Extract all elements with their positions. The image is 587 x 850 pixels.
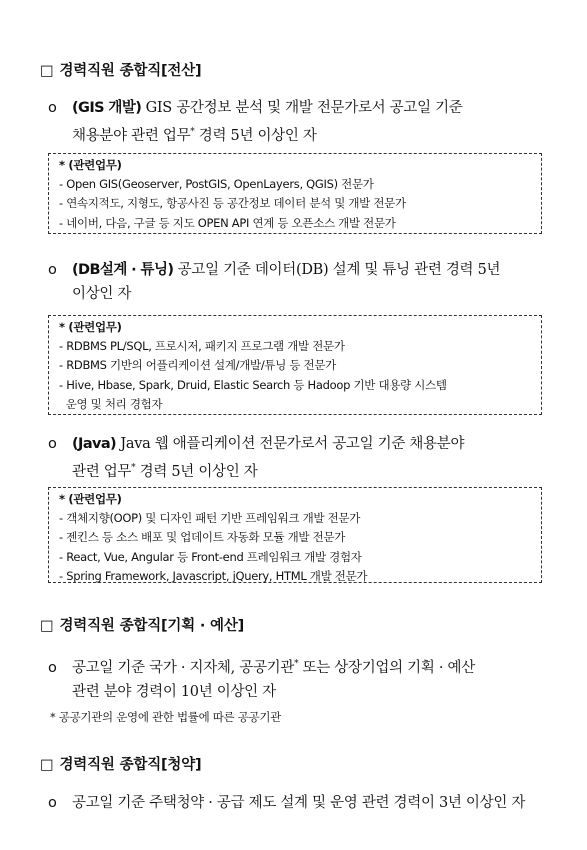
box-line: - 연속지적도, 지형도, 항공사진 등 공간정보 데이터 분석 및 개발 전문가 — [59, 196, 406, 211]
item-text-cont: 이상인 자 — [72, 286, 132, 302]
section-heading-it — [40, 59, 201, 80]
footnote-mark: * — [131, 463, 136, 473]
section-title: 경력직원 종합직[청약] — [59, 757, 202, 773]
box-line: - 젠킨스 등 소스 배포 및 업데이트 자동화 모듈 개발 전문가 — [59, 530, 346, 545]
footnote-mark: * — [294, 659, 299, 669]
item-text: 공고일 기준 주택청약 · 공급 제도 설계 및 운영 관련 경력이 3년 이상인 자 — [72, 795, 526, 811]
item-line-1 — [48, 258, 552, 282]
checkbox-square-icon: □ — [40, 63, 54, 79]
checkbox-square-icon: □ — [40, 757, 54, 773]
item-line-2 — [48, 680, 552, 704]
box-line: - React, Vue, Angular 등 Front-end 프레임워크 개발 경험자 — [59, 549, 362, 564]
item-java — [48, 432, 552, 484]
item-subscription — [48, 791, 552, 815]
item-tag: (GIS 개발) — [72, 100, 142, 116]
item-text-tail: 또는 상장기업의 기획 · 예산 — [298, 660, 475, 676]
item-text: 공고일 기준 국가 · 지자체, 공공기관 — [72, 660, 295, 676]
bullet-circle-icon: o — [48, 100, 57, 116]
box-line: - 객체지향(OOP) 및 디자인 패턴 기반 프레임워크 개발 전문가 — [59, 511, 361, 526]
box-line: - 네이버, 다음, 구글 등 지도 OPEN API 연계 등 오픈소스 개발 전문가 — [59, 215, 396, 230]
box-line: - Open GIS(Geoserver, PostGIS, OpenLayers, QGIS) 전문가 — [59, 177, 374, 192]
section-title: 경력직원 종합직[기획 · 예산] — [59, 618, 245, 634]
item-line-2 — [48, 282, 552, 306]
box-title: * (관련업무) — [59, 320, 122, 334]
item-text-tail: 경력 5년 이상인 자 — [194, 128, 317, 144]
item-planning — [48, 652, 552, 704]
item-text-cont: 채용분야 관련 업무 — [72, 128, 191, 144]
item-tag: (Java) — [72, 436, 117, 452]
related-duties-box-java — [48, 487, 542, 583]
bullet-circle-icon: o — [48, 436, 57, 452]
item-line-1 — [48, 791, 552, 815]
box-line: 운영 및 처리 경험자 — [59, 396, 163, 411]
item-line-2 — [48, 120, 552, 148]
checkbox-square-icon: □ — [40, 618, 54, 634]
footnote-mark: * — [190, 127, 195, 137]
item-text: Java 웹 애플리케이션 전문가로서 공고일 기준 채용분야 — [116, 436, 465, 452]
related-duties-box-db — [48, 315, 542, 415]
item-line-1 — [48, 432, 552, 456]
item-text: 공고일 기준 데이터(DB) 설계 및 튜닝 관련 경력 5년 — [173, 262, 501, 278]
item-text: GIS 공간정보 분석 및 개발 전문가로서 공고일 기준 — [141, 100, 463, 116]
section-title: 경력직원 종합직[전산] — [59, 63, 202, 79]
item-text-cont: 관련 업무 — [72, 464, 132, 480]
box-line: - Spring Framework, Javascript, jQuery, HTML 개발 전문가 — [59, 568, 368, 583]
bullet-circle-icon: o — [48, 795, 57, 811]
item-line-1 — [48, 652, 552, 680]
box-title: * (관련업무) — [59, 158, 122, 172]
box-line: - Hive, Hbase, Spark, Druid, Elastic Search 등 Hadoop 기반 대용량 시스템 — [59, 377, 447, 392]
bullet-circle-icon: o — [48, 660, 57, 676]
item-db — [48, 258, 552, 306]
section-heading-subscription — [40, 753, 201, 774]
box-title: * (관련업무) — [59, 492, 122, 506]
bullet-circle-icon: o — [48, 262, 57, 278]
related-duties-box-gis — [48, 153, 542, 234]
box-line: - RDBMS 기반의 어플리케이션 설계/개발/튜닝 등 전문가 — [59, 358, 336, 373]
box-line: - RDBMS PL/SQL, 프로시저, 패키지 프로그램 개발 전문가 — [59, 339, 345, 354]
item-text-tail: 경력 5년 이상인 자 — [135, 464, 258, 480]
item-line-1 — [48, 96, 552, 120]
item-text-cont: 관련 분야 경력이 10년 이상인 자 — [72, 684, 276, 700]
item-tag: (DB설계 · 튜닝) — [72, 262, 174, 278]
footnote: * 공공기관의 운영에 관한 법률에 따른 공공기관 — [50, 710, 281, 724]
item-gis — [48, 96, 552, 148]
section-heading-planning — [40, 614, 244, 635]
item-line-2 — [48, 456, 552, 484]
